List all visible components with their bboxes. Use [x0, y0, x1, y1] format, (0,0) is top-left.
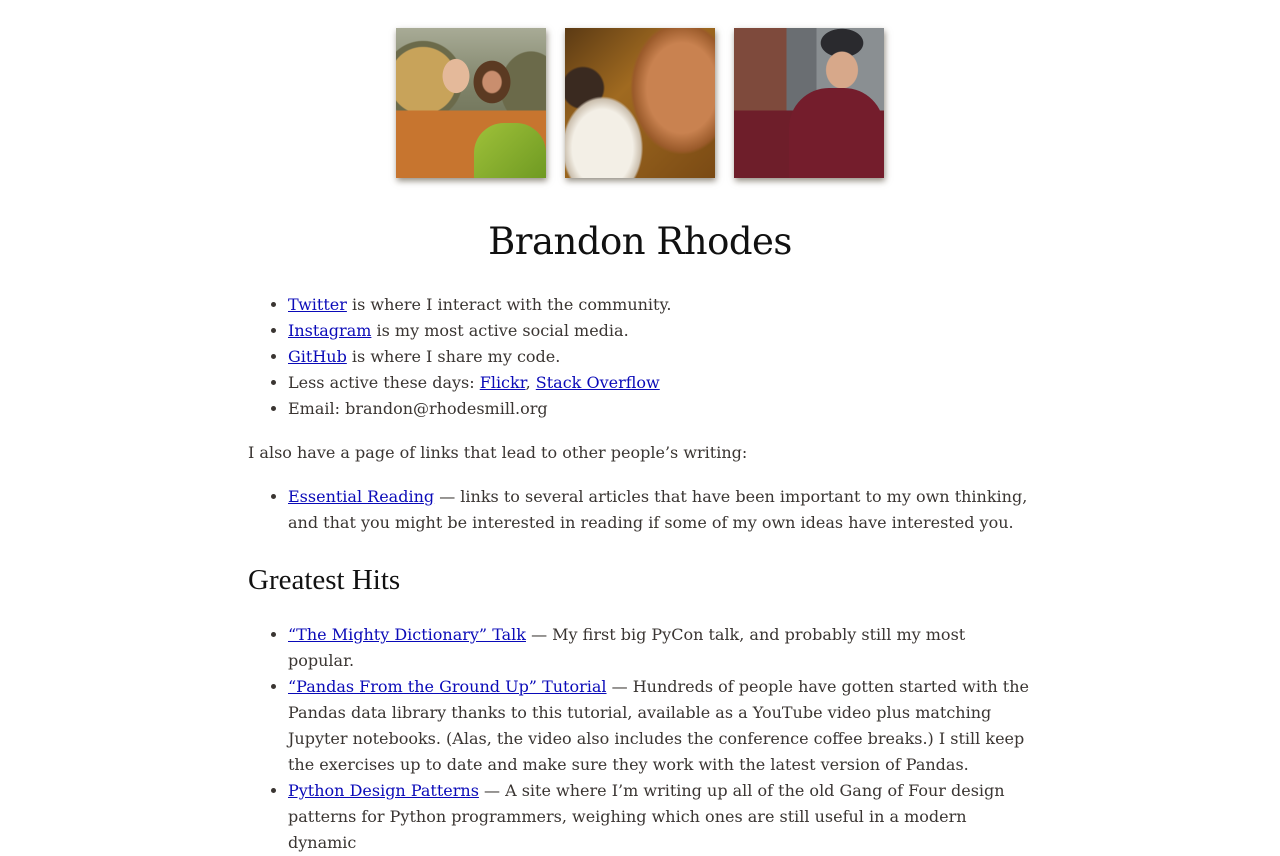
github-link[interactable]: GitHub [288, 347, 347, 366]
list-item-design-patterns [288, 778, 1032, 856]
mighty-dictionary-link[interactable]: “The Mighty Dictionary” Talk [288, 625, 526, 644]
pandas-tutorial-link[interactable]: “Pandas From the Ground Up” Tutorial [288, 677, 607, 696]
essential-reading-description: — links to several articles that have been important to my own thinking, and that you might be interested in reading if some of my own ideas have interested you. [288, 487, 1028, 532]
list-item-less-active [288, 370, 1032, 396]
list-item-github [288, 344, 1032, 370]
design-patterns-description: — A site where I’m writing up all of the old Gang of Four design patterns for Python programmers, weighing which ones are still useful in a modern dynamic [288, 781, 1005, 852]
list-item-email [288, 396, 1032, 422]
design-patterns-link[interactable]: Python Design Patterns [288, 781, 479, 800]
essential-reading-link[interactable]: Essential Reading [288, 487, 435, 506]
page [248, 0, 1032, 856]
photo-cat [565, 28, 715, 178]
separator: , [525, 373, 536, 392]
email-text: Email: brandon@rhodesmill.org [288, 399, 548, 418]
mighty-dictionary-description: — My first big PyCon talk, and probably still my most popular. [288, 625, 966, 670]
flickr-link[interactable]: Flickr [479, 373, 526, 392]
greatest-hits-heading: Greatest Hits [248, 564, 401, 596]
list-item-pandas-tutorial [288, 674, 1032, 778]
twitter-description: is where I interact with the community. [346, 295, 672, 314]
links-intro-paragraph: I also have a page of links that lead to other people’s writing: [248, 443, 748, 462]
list-item-instagram [288, 318, 1032, 344]
instagram-description: is my most active social media. [371, 321, 629, 340]
photo-wine-barrels [396, 28, 546, 178]
instagram-link[interactable]: Instagram [288, 321, 372, 340]
list-item-twitter [288, 292, 1032, 318]
list-item-mighty-dictionary [288, 622, 1032, 674]
photo-restaurant [734, 28, 884, 178]
github-description: is where I share my code. [346, 347, 561, 366]
photo-strip [248, 28, 1032, 178]
list-item-essential-reading [288, 484, 1032, 536]
twitter-link[interactable]: Twitter [288, 295, 347, 314]
reading-links-list [248, 484, 1032, 536]
social-links-list [248, 292, 1032, 422]
page-title: Brandon Rhodes [488, 220, 792, 263]
pandas-tutorial-description: — Hundreds of people have gotten started with the Pandas data library thanks to this tutorial, available as a YouTube video plus matching Jupyter notebooks. (Alas, the video also includes the conference coffee breaks.) I still keep the exercises up to date and make sure they work with the latest version of Pandas. [288, 677, 1029, 774]
less-active-label: Less active these days: [288, 373, 480, 392]
stack-overflow-link[interactable]: Stack Overflow [535, 373, 660, 392]
greatest-hits-list [248, 622, 1032, 856]
